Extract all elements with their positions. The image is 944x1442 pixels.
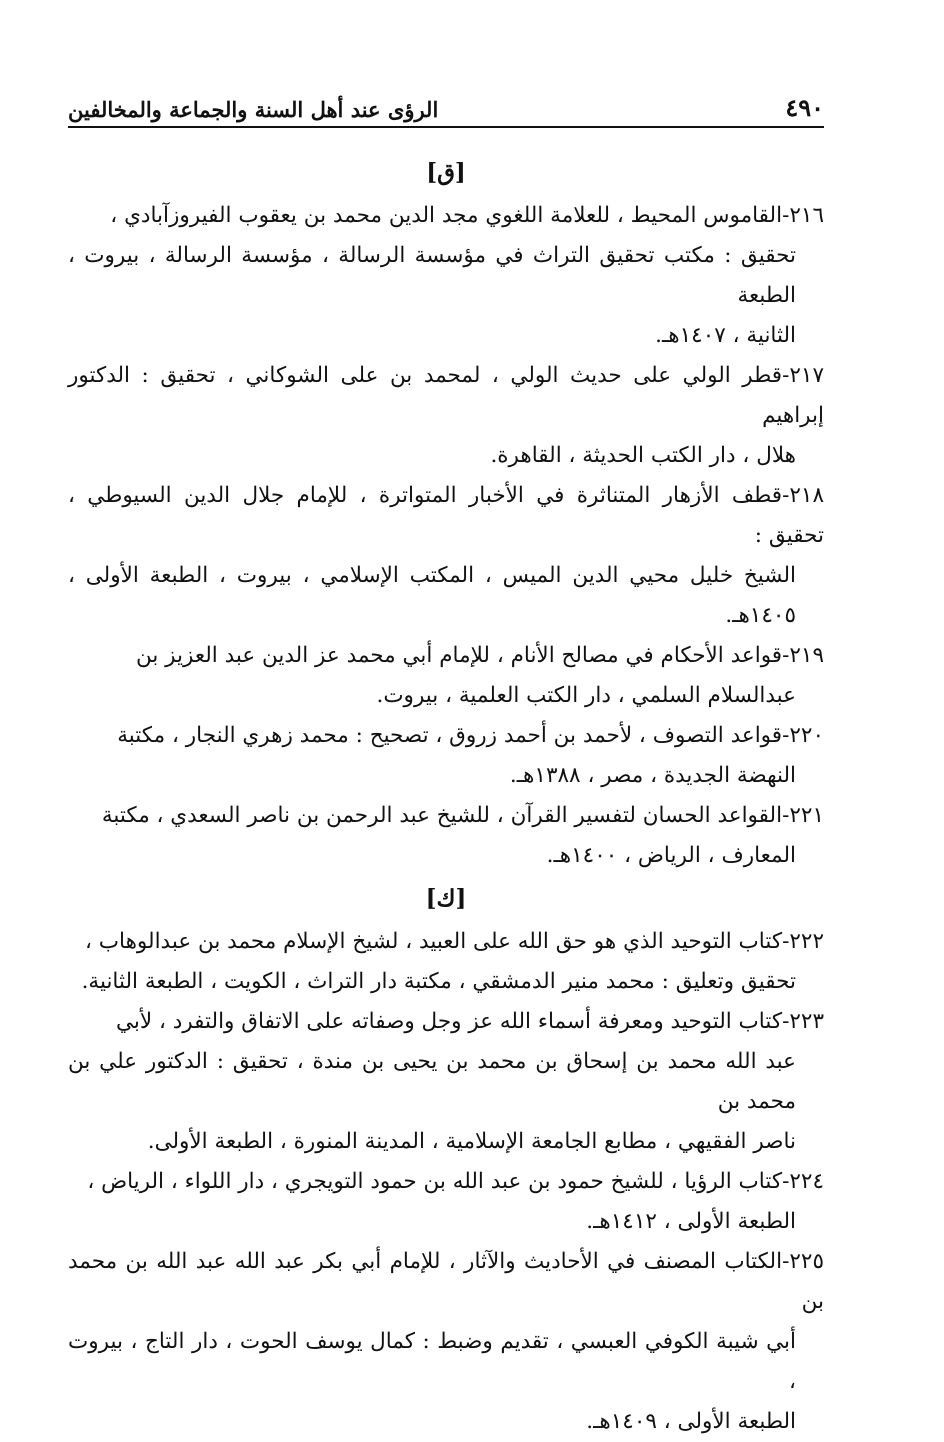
entry-first-line: ٢٢٢-كتاب التوحيد الذي هو حق الله على العبيد ، لشيخ الإسلام محمد بن عبدالوهاب ، bbox=[85, 929, 824, 954]
entry-continuation-line: عبدالسلام السلمي ، دار الكتب العلمية ، بيروت. bbox=[376, 683, 796, 708]
bibliography-entry bbox=[68, 1242, 824, 1442]
header-rule bbox=[68, 126, 824, 128]
section-heading: [ك] bbox=[425, 885, 467, 912]
entry-first-line: ٢١٦-القاموس المحيط ، للعلامة اللغوي مجد الدين محمد بن يعقوب الفيروزآبادي ، bbox=[110, 203, 824, 228]
bibliography-entry bbox=[68, 796, 824, 876]
entry-continuation-line: هلال ، دار الكتب الحديثة ، القاهرة. bbox=[490, 443, 796, 468]
bibliography-entry bbox=[68, 476, 824, 636]
entry-continuation-line: أبي شيبة الكوفي العبسي ، تقديم وضبط : كمال يوسف الحوت ، دار التاج ، بيروت ، bbox=[68, 1329, 796, 1394]
bibliography-entry bbox=[68, 922, 824, 1002]
entry-first-line: ٢٢٤-كتاب الرؤيا ، للشيخ حمود بن عبد الله بن حمود التويجري ، دار اللواء ، الرياض ، bbox=[87, 1169, 824, 1194]
bibliography-list bbox=[68, 150, 824, 1442]
entry-first-line: ٢١٩-قواعد الأحكام في مصالح الأنام ، للإمام أبي محمد عز الدين عبد العزيز بن bbox=[135, 643, 824, 668]
entry-first-line: ٢٢٣-كتاب التوحيد ومعرفة أسماء الله عز وجل وصفاته على الاتفاق والتفرد ، لأبي bbox=[115, 1009, 824, 1034]
section-heading: [ق] bbox=[426, 159, 466, 186]
page-number: ٤٩٠ bbox=[785, 93, 824, 122]
entry-first-line: ٢٢٠-قواعد التصوف ، لأحمد بن أحمد زروق ، تصحيح : محمد زهري النجار ، مكتبة bbox=[117, 723, 824, 748]
entry-continuation-line: المعارف ، الرياض ، ١٤٠٠هـ. bbox=[546, 843, 796, 868]
entry-first-line: ٢٢١-القواعد الحسان لتفسير القرآن ، للشيخ عبد الرحمن بن ناصر السعدي ، مكتبة bbox=[101, 803, 824, 828]
entry-continuation-line: الطبعة الأولى ، ١٤٠٩هـ. bbox=[586, 1409, 796, 1434]
entry-continuation-line: الشيخ خليل محيي الدين الميس ، المكتب الإسلامي ، بيروت ، الطبعة الأولى ، ١٤٠٥هـ. bbox=[68, 563, 796, 628]
bibliography-entry bbox=[68, 636, 824, 716]
entry-continuation-line: ناصر الفقيهي ، مطابع الجامعة الإسلامية ، المدينة المنورة ، الطبعة الأولى. bbox=[147, 1129, 796, 1154]
running-title: الرؤى عند أهل السنة والجماعة والمخالفين bbox=[68, 97, 439, 122]
bibliography-entry bbox=[68, 356, 824, 476]
page-header bbox=[68, 86, 824, 122]
bibliography-entry bbox=[68, 1162, 824, 1242]
bibliography-entry bbox=[68, 716, 824, 796]
entry-continuation-line: النهضة الجديدة ، مصر ، ١٣٨٨هـ. bbox=[509, 763, 796, 788]
entry-first-line: ٢١٧-قطر الولي على حديث الولي ، لمحمد بن على الشوكاني ، تحقيق : الدكتور إبراهيم bbox=[68, 363, 824, 428]
entry-first-line: ٢٢٥-الكتاب المصنف في الأحاديث والآثار ، للإمام أبي بكر عبد الله عبد الله بن محمد بن bbox=[68, 1249, 824, 1314]
entry-continuation-line: الثانية ، ١٤٠٧هـ. bbox=[655, 323, 796, 348]
entry-continuation-line: تحقيق : مكتب تحقيق التراث في مؤسسة الرسالة ، مؤسسة الرسالة ، بيروت ، الطبعة bbox=[68, 243, 796, 308]
entry-continuation-line: الطبعة الأولى ، ١٤١٢هـ. bbox=[586, 1209, 796, 1234]
entry-first-line: ٢١٨-قطف الأزهار المتناثرة في الأخبار المتواترة ، للإمام جلال الدين السيوطي ، تحقيق : bbox=[68, 483, 824, 548]
bibliography-entry bbox=[68, 196, 824, 356]
entry-continuation-line: تحقيق وتعليق : محمد منير الدمشقي ، مكتبة دار التراث ، الكويت ، الطبعة الثانية. bbox=[81, 969, 796, 994]
entry-continuation-line: عبد الله محمد بن إسحاق بن محمد بن يحيى بن مندة ، تحقيق : الدكتور علي بن محمد بن bbox=[68, 1049, 796, 1114]
bibliography-entry bbox=[68, 1002, 824, 1162]
